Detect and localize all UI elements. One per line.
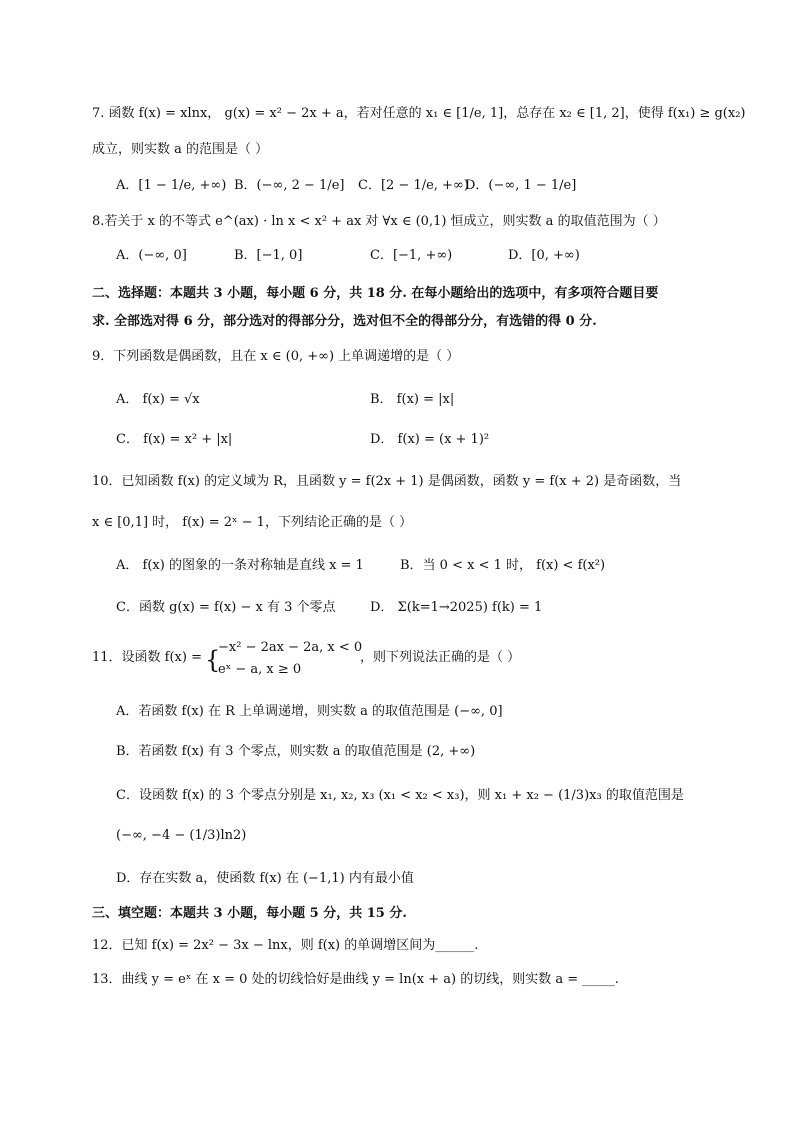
q10-option-c: C．函数 g(x) = f(x) − x 有 3 个零点 <box>116 600 336 615</box>
q7-option-a: A．[1 − 1/e, +∞) <box>116 178 227 193</box>
q11-piecewise-brace: { <box>205 646 221 674</box>
q12-stem: 12．已知 f(x) = 2x² − 3x − lnx，则 f(x) 的单调增区间为______. <box>92 938 479 953</box>
q10-option-a: A． f(x) 的图象的一条对称轴是直线 x = 1 <box>116 558 364 573</box>
q10-stem-line2: x ∈ [0,1] 时， f(x) = 2ˣ − 1，下列结论正确的是（ ） <box>92 515 413 530</box>
q10-option-d: D． Σ(k=1→2025) f(k) = 1 <box>370 600 543 615</box>
q11-stem-suffix: ，则下列说法正确的是（ ） <box>360 650 521 665</box>
q7-stem-line1: 7. 函数 f(x) = xlnx， g(x) = x² − 2x + a，若对任意的 x₁ ∈ [1/e, 1]，总存在 x₂ ∈ [1, 2]，使得 f(x₁) ≥ g(x₂) <box>92 106 746 121</box>
q8-stem: 8.若关于 x 的不等式 e^(ax) · ln x < x² + ax 对 ∀x ∈ (0,1) 恒成立，则实数 a 的取值范围为（ ） <box>92 214 666 229</box>
q9-stem: 9．下列函数是偶函数，且在 x ∈ (0, +∞) 上单调递增的是（ ） <box>92 349 460 364</box>
q8-option-a: A．(−∞, 0] <box>116 248 187 263</box>
q7-option-d: D．(−∞, 1 − 1/e] <box>465 178 577 193</box>
q13-stem: 13．曲线 y = eˣ 在 x = 0 处的切线恰好是曲线 y = ln(x + a) 的切线，则实数 a = _____. <box>92 972 619 987</box>
q11-option-c-line2: (−∞, −4 − (1/3)ln2) <box>116 828 247 843</box>
q9-option-a: A． f(x) = √x <box>116 392 200 407</box>
q11-piecewise-case1: −x² − 2ax − 2a, x < 0 <box>218 640 363 655</box>
q8-option-d: D．[0, +∞) <box>508 248 580 263</box>
q9-option-c: C． f(x) = x² + |x| <box>116 432 233 447</box>
q8-option-b: B．[−1, 0] <box>234 248 303 263</box>
q9-option-d: D． f(x) = (x + 1)² <box>370 432 490 447</box>
q10-option-b: B．当 0 < x < 1 时， f(x) < f(x²) <box>400 558 606 573</box>
q7-stem-line2: 成立，则实数 a 的范围是（ ） <box>92 142 269 157</box>
q7-option-b: B．(−∞, 2 − 1/e] <box>234 178 345 193</box>
q7-option-c: C．[2 − 1/e, +∞) <box>358 178 469 193</box>
section-2-heading-line1: 二、选择题：本题共 3 小题，每小题 6 分，共 18 分. 在每小题给出的选项中，有多项符合题目要 <box>92 286 659 301</box>
q11-option-b: B．若函数 f(x) 有 3 个零点，则实数 a 的取值范围是 (2, +∞) <box>116 744 476 759</box>
q11-option-d: D．存在实数 a，使函数 f(x) 在 (−1,1) 内有最小值 <box>116 871 414 886</box>
section-3-heading: 三、填空题：本题共 3 小题，每小题 5 分，共 15 分. <box>92 906 407 921</box>
q11-option-c-line1: C．设函数 f(x) 的 3 个零点分别是 x₁, x₂, x₃ (x₁ < x₂ < x₃)，则 x₁ + x₂ − (1/3)x₃ 的取值范围是 <box>116 788 684 803</box>
section-2-heading-line2: 求. 全部选对得 6 分，部分选对的得部分分，选对但不全的得部分分，有选错的得 0 分. <box>92 314 597 329</box>
q10-stem-line1: 10．已知函数 f(x) 的定义域为 R，且函数 y = f(2x + 1) 是偶函数，函数 y = f(x + 2) 是奇函数，当 <box>92 474 682 489</box>
q8-option-c: C．[−1, +∞) <box>370 248 453 263</box>
q11-option-a: A．若函数 f(x) 在 R 上单调递增，则实数 a 的取值范围是 (−∞, 0] <box>116 704 503 719</box>
q9-option-b: B． f(x) = |x| <box>370 392 455 407</box>
q11-stem-prefix: 11．设函数 f(x) = <box>92 650 202 665</box>
q11-piecewise-case2: eˣ − a, x ≥ 0 <box>218 662 302 677</box>
